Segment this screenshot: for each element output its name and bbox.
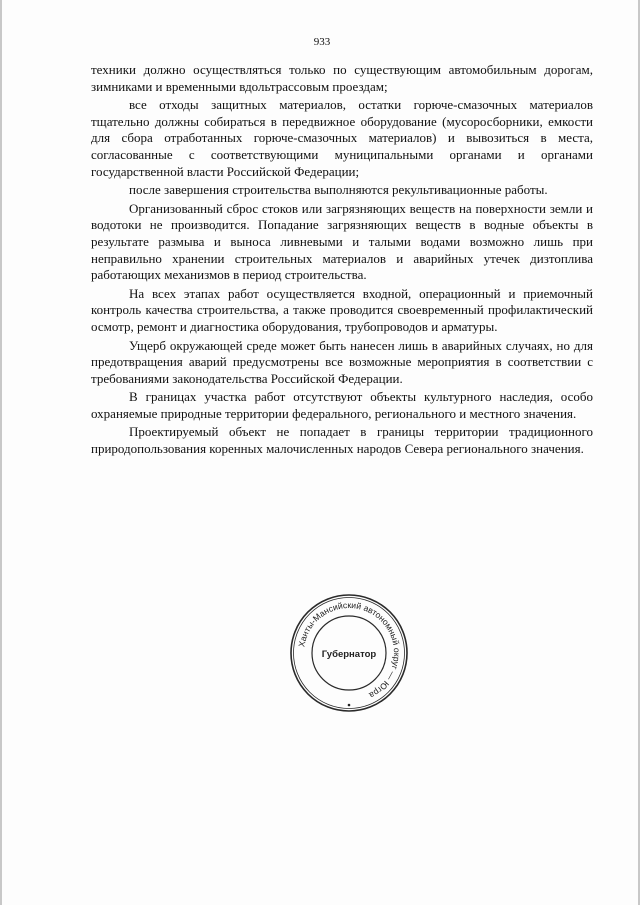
paragraph: техники должно осуществляться только по существующим автомобильным дорогам, зимниками и временными вдольтрассовым проездам; (91, 62, 593, 94)
paragraph: Ущерб окружающей среде может быть нанесен лишь в аварийных случаях, но для предотвращения аварий предусмотрены все возможные мероприятия в соответствии с требованиями законодательства Российской Федерации. (91, 337, 593, 386)
paragraph: Проектируемый объект не попадает в границы территории традиционного природопользования коренных малочисленных народов Севера регионального значения. (91, 424, 593, 457)
paragraph: Организованный сброс стоков или загрязняющих веществ на поверхности земли и водотоки не производится. Попадание загрязняющих веществ в водные объекты в результате размыва и выноса ливневыми и талыми водами возможно лишь при неправильно хранении строительных материалов и аварийных утечек дизтоплива работающих механизмов в период строительства. (91, 200, 593, 283)
seal-ring-textpath: Ханты-Мансийский автономный округ — Югра (296, 599, 403, 701)
paragraph: В границах участка работ отсутствуют объекты культурного наследия, особо охраняемые природные территории федерального, регионального и местного значения. (91, 389, 593, 421)
document-body (91, 62, 593, 460)
seal-center-text: Губернатор (321, 649, 377, 660)
paragraph: после завершения строительства выполняются рекультивационные работы. (129, 182, 548, 198)
seal-dot-icon (348, 704, 351, 707)
paragraph: На всех этапах работ осуществляется входной, операционный и приемочный контроль качества строительства, а также проводится своевременный профилактический осмотр, ремонт и диагностика оборудования, трубопроводов и арматуры. (91, 285, 593, 334)
paragraph: все отходы защитных материалов, остатки горюче-смазочных материалов тщательно должны собираться в передвижное оборудование (мусоросборники, емкости для сбора отработанных горюче-смазочных материалов) и вывозиться в места, согласованные с соответствующими муниципальными органами и органами государственной власти Российской Федерации; (91, 97, 593, 179)
page-number: 933 (313, 36, 331, 48)
official-seal-stamp (288, 591, 410, 715)
